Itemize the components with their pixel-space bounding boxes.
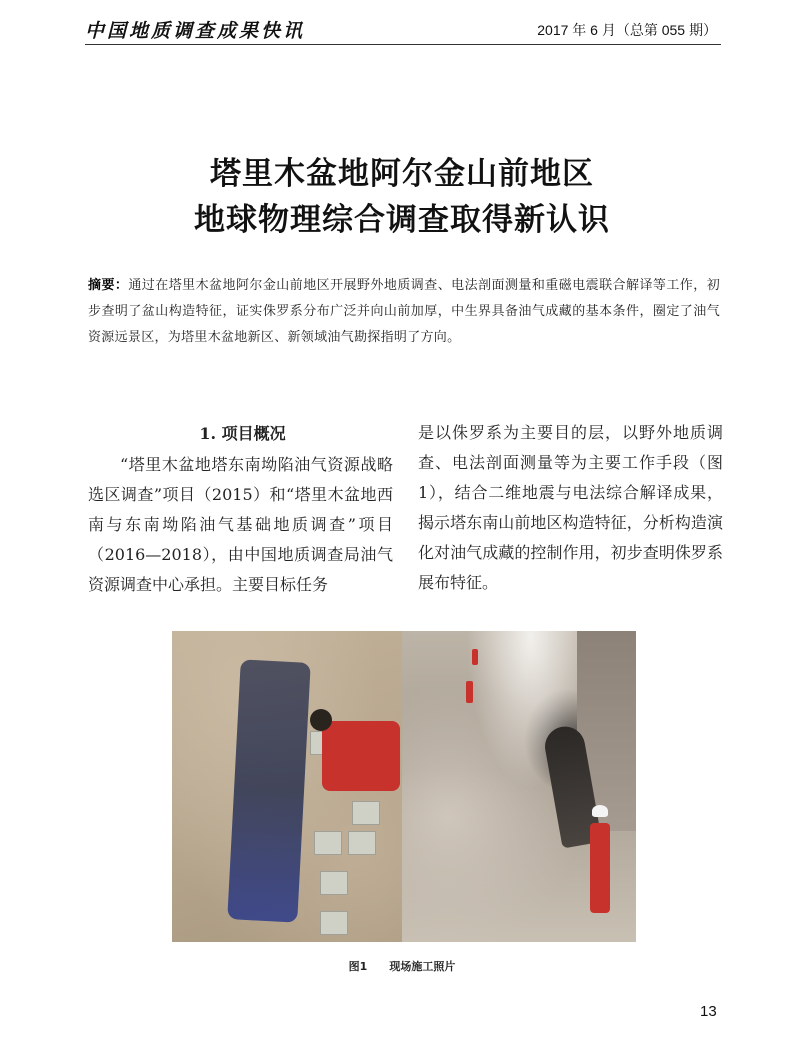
journal-name: 中国地质调查成果快讯 (85, 20, 306, 42)
battery-box (348, 831, 376, 855)
climber-figure (466, 681, 473, 703)
climber-figure (472, 649, 478, 665)
figure-1 (172, 631, 636, 942)
figure-number: 图1 (348, 960, 368, 973)
section-heading: 1. 项目概况 (199, 424, 286, 443)
abstract-label: 摘要： (88, 278, 129, 293)
article-title-line-1: 塔里木盆地阿尔金山前地区 (210, 156, 594, 192)
page-number: 13 (700, 1003, 717, 1020)
figure-caption-text: 现场施工照片 (389, 960, 456, 973)
issue-info: 2017 年 6 月（总第 055 期） (537, 22, 717, 38)
battery-box (320, 911, 348, 935)
worker-figure (322, 721, 400, 791)
worker-head (310, 709, 332, 731)
equipment-row (227, 659, 311, 922)
article-title-line-2: 地球物理综合调查取得新认识 (194, 202, 610, 238)
worker-figure (590, 823, 610, 913)
body-paragraph-left: “塔里木盆地塔东南坳陷油气资源战略选区调查”项目（2015）和“塔里木盆地西南与东南坳陷油气基础地质调查”项目（2016—2018），由中国地质调查局油气资源调查中心承担。主要目标任务 (88, 455, 393, 594)
helmet (592, 805, 608, 817)
photo-rock-outcrop (402, 631, 636, 942)
figure-caption (0, 958, 804, 974)
abstract-text: 通过在塔里木盆地阿尔金山前地区开展野外地质调查、电法剖面测量和重磁电震联合解译等工作，初步查明了盆山构造特征，证实侏罗系分布广泛并向山前加厚，中生界具备油气成藏的基本条件，圈定了油气资源远景区，为塔里木盆地新区、新领域油气勘探指明了方向。 (88, 278, 721, 345)
photo-electrical-equipment (172, 631, 402, 942)
body-column-left (88, 418, 393, 600)
battery-box (314, 831, 342, 855)
body-column-right (418, 418, 723, 598)
abstract (88, 273, 720, 351)
body-paragraph-right: 是以侏罗系为主要目的层，以野外地质调查、电法剖面测量等为主要工作手段（图1），结合二维地震与电法综合解译成果，揭示塔东南山前地区构造特征，分析构造演化对油气成藏的控制作用，初步查明侏罗系展布特征。 (418, 423, 723, 592)
battery-box (320, 871, 348, 895)
battery-box (352, 801, 380, 825)
page-header (85, 14, 721, 45)
